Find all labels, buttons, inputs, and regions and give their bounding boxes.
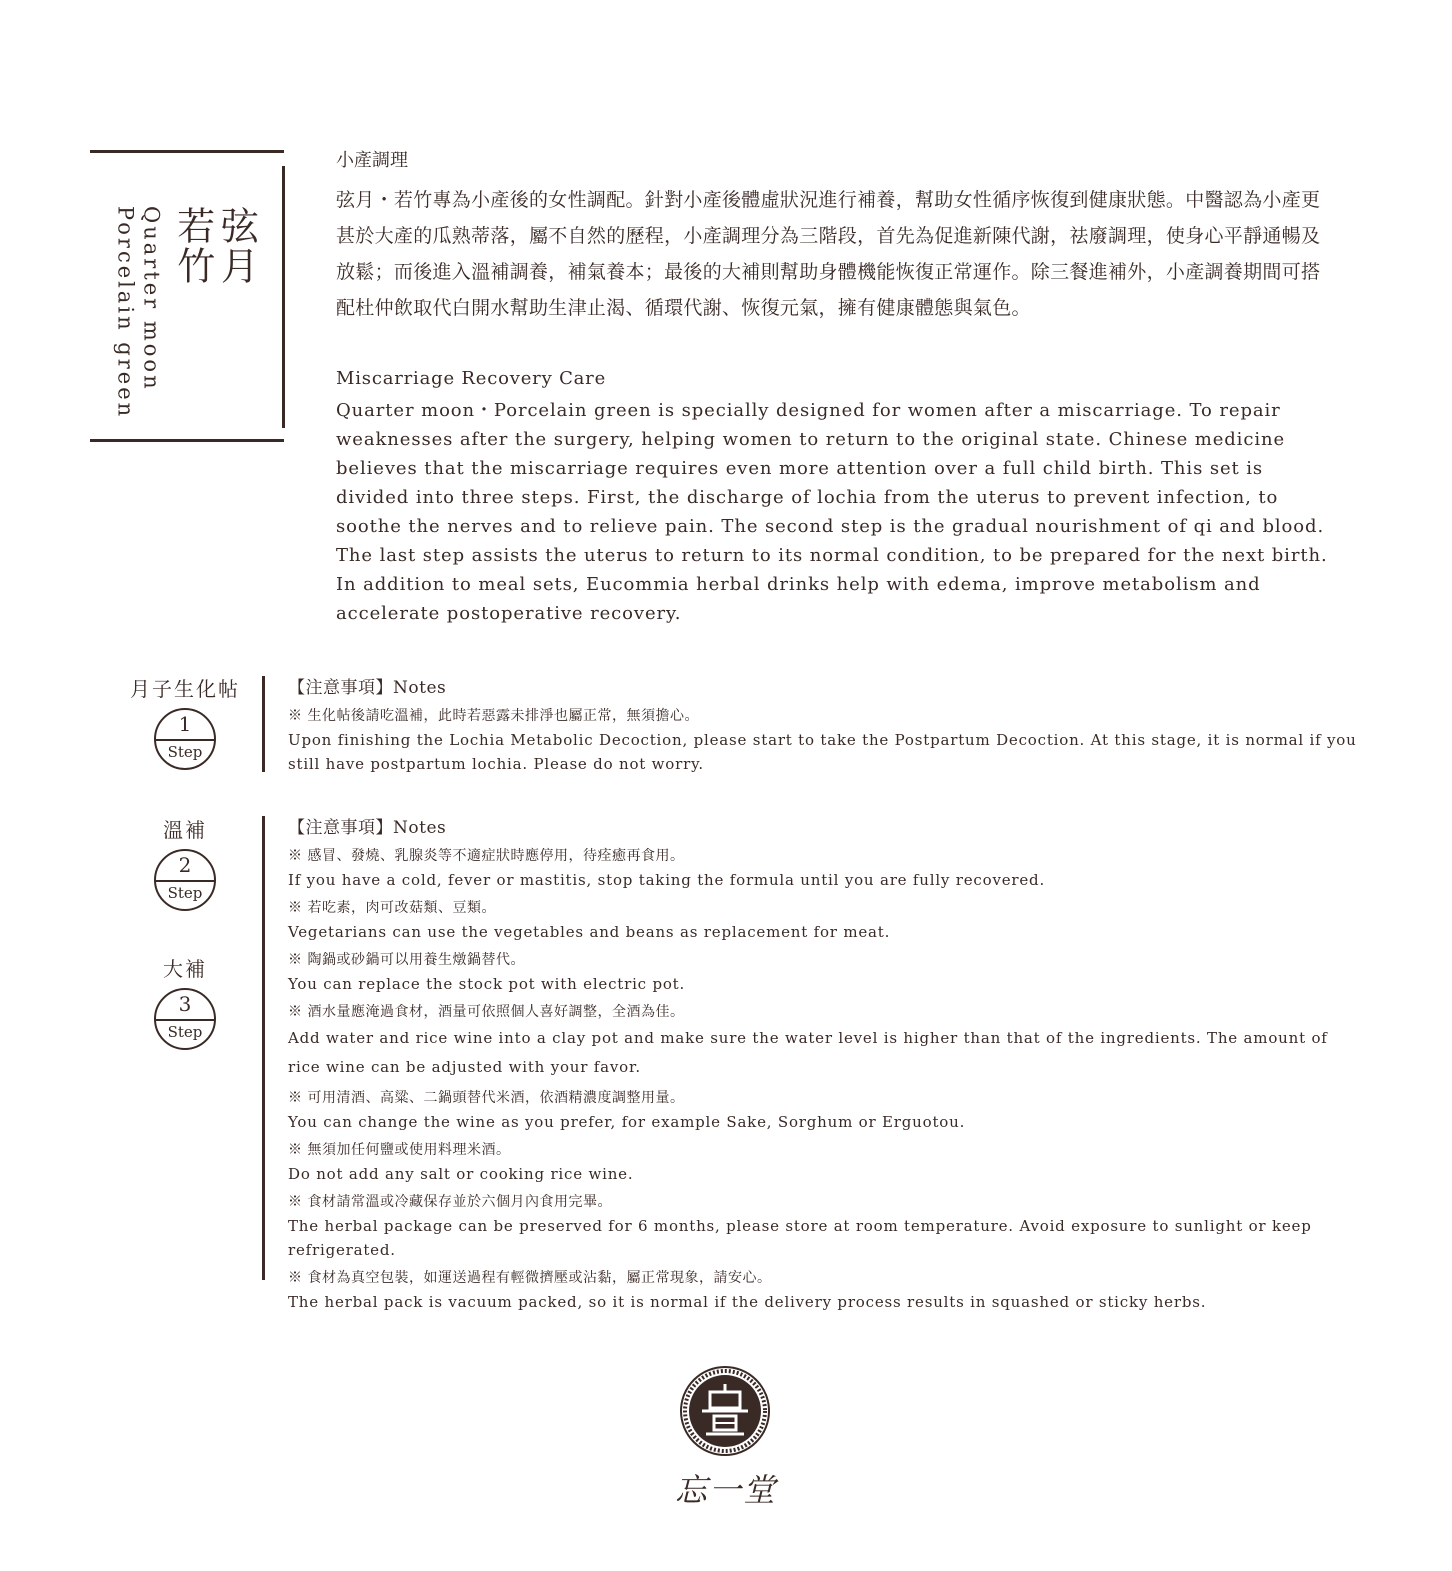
product-title-en-line2: Porcelain green <box>113 206 138 420</box>
notes-step-2-3 <box>262 816 1358 1311</box>
step-2 <box>120 817 250 911</box>
product-description <box>336 146 1336 628</box>
note-zh: ※ 酒水量應淹過食材，酒量可依照個人喜好調整，全酒為佳。 <box>288 1004 685 1020</box>
step-2-divider <box>156 880 214 882</box>
note-en: Do not add any salt or cooking rice wine. <box>288 1165 634 1183</box>
step-1-divider <box>156 739 214 741</box>
title-frame-side-rule <box>282 166 285 428</box>
product-title-zh-line2: 若竹 <box>170 206 215 286</box>
step-1-name: 月子生化帖 <box>130 677 240 701</box>
note-en: Vegetarians can use the vegetables and beans as replacement for meat. <box>288 923 891 941</box>
step-3-name: 大補 <box>163 957 207 981</box>
notes-1-item-en: Upon finishing the Lochia Metabolic Decoction, please start to take the Postpartum Decoction. At this stage, it is normal if you still have postpartum lochia. Please do not worry. <box>288 731 1357 773</box>
step-2-label: Step <box>167 884 203 902</box>
product-title-zh <box>170 206 257 286</box>
step-3-label: Step <box>167 1023 203 1041</box>
note-zh: ※ 若吃素，肉可改菇類、豆類。 <box>288 900 496 916</box>
step-1-label: Step <box>167 743 203 761</box>
step-1-number: 1 <box>178 712 192 736</box>
list-item <box>288 844 1358 892</box>
product-title-zh-line1: 弦月 <box>214 206 259 286</box>
step-2-name: 溫補 <box>163 818 207 842</box>
title-frame-bottom-rule <box>90 439 284 442</box>
description-heading-zh: 小產調理 <box>336 150 408 171</box>
note-en: You can replace the stock pot with electric pot. <box>288 975 686 993</box>
description-body-zh: 弦月・若竹專為小產後的女性調配。針對小產後體虛狀況進行補養，幫助女性循序恢復到健康狀態。中醫認為小產更甚於大產的瓜熟蒂落，屬不自然的歷程，小產調理分為三階段，首先為促進新陳代謝，祛廢調理，使身心平靜通暢及放鬆；而後進入溫補調養，補氣養本；最後的大補則幫助身體機能恢復正常運作。除三餐進補外，小產調養期間可搭配杜仲飲取代白開水幫助生津止渴、循環代謝、恢復元氣，擁有健康體態與氣色。 <box>336 189 1321 319</box>
note-zh: ※ 可用清酒、高粱、二鍋頭替代米酒，依酒精濃度調整用量。 <box>288 1090 685 1106</box>
product-title-en-line1: Quarter moon <box>139 206 164 392</box>
note-en: The herbal pack is vacuum packed, so it is normal if the delivery process results in squashed or sticky herbs. <box>288 1293 1207 1311</box>
list-item <box>288 1266 1358 1314</box>
list-item <box>288 948 1358 996</box>
note-zh: ※ 感冒、發燒、乳腺炎等不適症狀時應停用，待痊癒再食用。 <box>288 848 685 864</box>
list-item <box>288 1190 1358 1262</box>
step-3-number: 3 <box>178 992 192 1016</box>
note-zh: ※ 無須加任何鹽或使用料理米酒。 <box>288 1142 511 1158</box>
step-3-badge <box>154 988 216 1050</box>
title-frame-top-rule <box>90 150 284 153</box>
note-zh: ※ 陶鍋或砂鍋可以用養生燉鍋替代。 <box>288 952 525 968</box>
notes-1-item-zh: ※ 生化帖後請吃溫補，此時若惡露未排淨也屬正常，無須擔心。 <box>288 708 699 724</box>
note-zh: ※ 食材為真空包裝，如運送過程有輕微擠壓或沾黏，屬正常現象，請安心。 <box>288 1270 772 1286</box>
list-item <box>288 1138 1358 1186</box>
list-item <box>288 1000 1358 1082</box>
step-3 <box>120 956 250 1050</box>
note-en: If you have a cold, fever or mastitis, stop taking the formula until you are fully recovered. <box>288 871 1046 889</box>
note-en: You can change the wine as you prefer, for example Sake, Sorghum or Erguotou. <box>288 1113 966 1131</box>
product-title-en <box>112 206 165 419</box>
notes-2-heading: 【注意事項】Notes <box>288 818 447 838</box>
note-zh: ※ 食材請常溫或冷藏保存並於六個月內食用完畢。 <box>288 1194 612 1210</box>
list-item <box>288 896 1358 944</box>
note-en: Add water and rice wine into a clay pot and make sure the water level is higher than that of the ingredients. The amount of rice wine can be adjusted with your favor. <box>288 1029 1328 1076</box>
description-heading-en: Miscarriage Recovery Care <box>336 368 607 389</box>
note-en: The herbal package can be preserved for 6 months, please store at room temperature. Avoid exposure to sunlight or keep refrigerated. <box>288 1217 1312 1259</box>
brand-seal-logo <box>680 1366 770 1456</box>
step-2-number: 2 <box>178 853 192 877</box>
list-item <box>288 1086 1358 1134</box>
step-2-badge <box>154 849 216 911</box>
brand-name: 忘一堂 <box>674 1471 777 1509</box>
step-3-divider <box>156 1019 214 1021</box>
step-1 <box>120 676 250 770</box>
step-1-badge <box>154 708 216 770</box>
description-body-en: Quarter moon・Porcelain green is specially designed for women after a miscarriage. To repair weaknesses after the surgery, helping women to return to the original state. Chinese medicine believes that the miscarriage requires even more attention over a full child birth. This set is divided into three steps. First, the discharge of lochia from the uterus to prevent infection, to soothe the nerves and to relieve pain. The second step is the gradual nourishment of qi and blood. The last step assists the uterus to return to its normal condition, to be prepared for the next birth. In addition to meal sets, Eucommia herbal drinks help with edema, improve metabolism and accelerate postoperative recovery. <box>336 400 1328 624</box>
notes-1-heading: 【注意事項】Notes <box>288 678 447 698</box>
notes-step-1 <box>262 676 1358 772</box>
brand-seal-icon <box>680 1366 770 1456</box>
